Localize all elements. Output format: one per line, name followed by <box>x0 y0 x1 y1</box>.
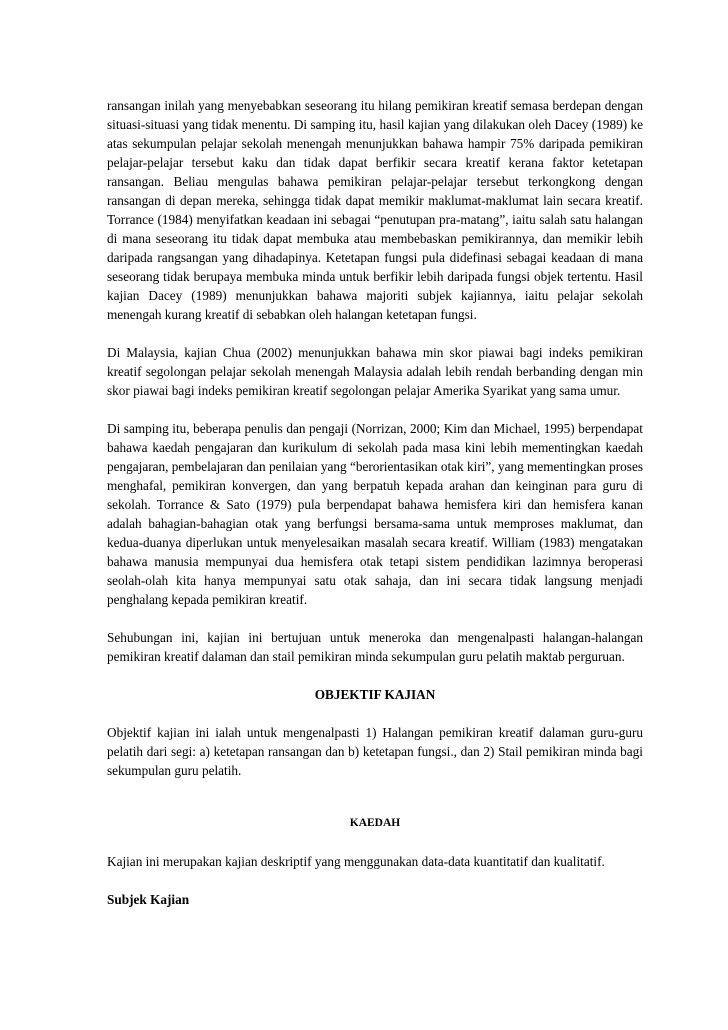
body-paragraph-4: Sehubungan ini, kajian ini bertujuan untuk meneroka dan mengenalpasti halangan-halangan pemikiran kreatif dalaman dan stail pemikiran minda sekumpulan guru pelatih maktab perguruan. <box>107 630 643 664</box>
paragraph-spacer <box>107 666 643 685</box>
body-paragraph-6: Kajian ini merupakan kajian deskriptif yang menggunakan data-data kuantitatif dan kualitatif. <box>107 854 605 869</box>
document-page <box>107 96 643 909</box>
body-paragraph-1: ransangan inilah yang menyebabkan seseorang itu hilang pemikiran kreatif semasa berdepan dengan situasi-situasi yang tidak menentu. Di samping itu, hasil kajian yang dilakukan oleh Dacey (1989) ke atas sekumpulan pelajar sekolah menengah menunjukkan bahawa hampir 75% daripada pemikiran pelajar-pelajar tersebut kaku dan tidak dapat berfikir secara kreatif kerana faktor ketetapan ransangan. Beliau mengulas bahawa pemikiran pelajar-pelajar tersebut terkongkong dengan ransangan di depan mereka, sehingga tidak dapat memikir maklumat-maklumat lain secara kreatif. Torrance (1984) menyifatkan keadaan ini sebagai “penutupan pra-matang”, iaitu salah satu halangan di mana seseorang itu tidak dapat membuka atau membebaskan pemikirannya, dan memikir lebih daripada rangsangan yang dihadapinya. Ketetapan fungsi pula didefinasi sebagai keadaan di mana seseorang tidak berupaya membuka minda untuk berfikir lebih daripada fungsi objek tertentu. Hasil kajian Dacey (1989) menunjukkan bahawa majoriti subjek kajiannya, iaitu pelajar sekolah menengah kurang kreatif di sebabkan oleh halangan ketetapan fungsi. <box>107 98 643 322</box>
paragraph-spacer <box>107 704 643 723</box>
paragraph-spacer <box>107 871 643 890</box>
paragraph-spacer <box>107 324 643 343</box>
paragraph-spacer <box>107 833 643 852</box>
subsection-heading-subjek: Subjek Kajian <box>107 892 190 907</box>
body-paragraph-2: Di Malaysia, kajian Chua (2002) menunjukkan bahawa min skor piawai bagi indeks pemikiran kreatif segolongan pelajar sekolah menengah Malaysia adalah lebih rendah berbanding dengan min skor piawai bagi indeks pemikiran kreatif segolongan pelajar Amerika Syarikat yang sama umur. <box>107 345 643 398</box>
body-paragraph-3: Di samping itu, beberapa penulis dan pengaji (Norrizan, 2000; Kim dan Michael, 1995) berpendapat bahawa kaedah pengajaran dan kurikulum di sekolah pada masa kini lebih mementingkan kaedah pengajaran, pembelajaran dan penilaian yang “berorientasikan otak kiri”, yang mementingkan proses menghafal, pemikiran konvergen, dan yang berpatuh kepada arahan dan keinginan para guru di sekolah. Torrance & Sato (1979) pula berpendapat bahawa hemisfera kiri dan hemisfera kanan adalah bahagian-bahagian otak yang berfungsi bersama-sama untuk memproses maklumat, dan kedua-duanya diperlukan untuk menyelesaikan masalah secara kreatif. William (1983) mengatakan bahawa manusia mempunyai dua hemisfera otak tetapi sistem pendidikan lazimnya beroperasi seolah-olah kita hanya mempunyai satu otak sahaja, dan ini secara tidak langsung menjadi penghalang kepada pemikiran kreatif. <box>107 421 643 607</box>
section-heading-kaedah: KAEDAH <box>349 817 401 829</box>
section-heading-objektif: OBJEKTIF KAJIAN <box>314 687 436 702</box>
paragraph-spacer <box>107 609 643 628</box>
body-paragraph-5: Objektif kajian ini ialah untuk mengenalpasti 1) Halangan pemikiran kreatif dalaman guru-guru pelatih dari segi: a) ketetapan ransangan dan b) ketetapan fungsi., dan 2) Stail pemikiran minda bagi sekumpulan guru pelatih. <box>107 725 643 778</box>
paragraph-spacer <box>107 780 643 814</box>
paragraph-spacer <box>107 400 643 419</box>
